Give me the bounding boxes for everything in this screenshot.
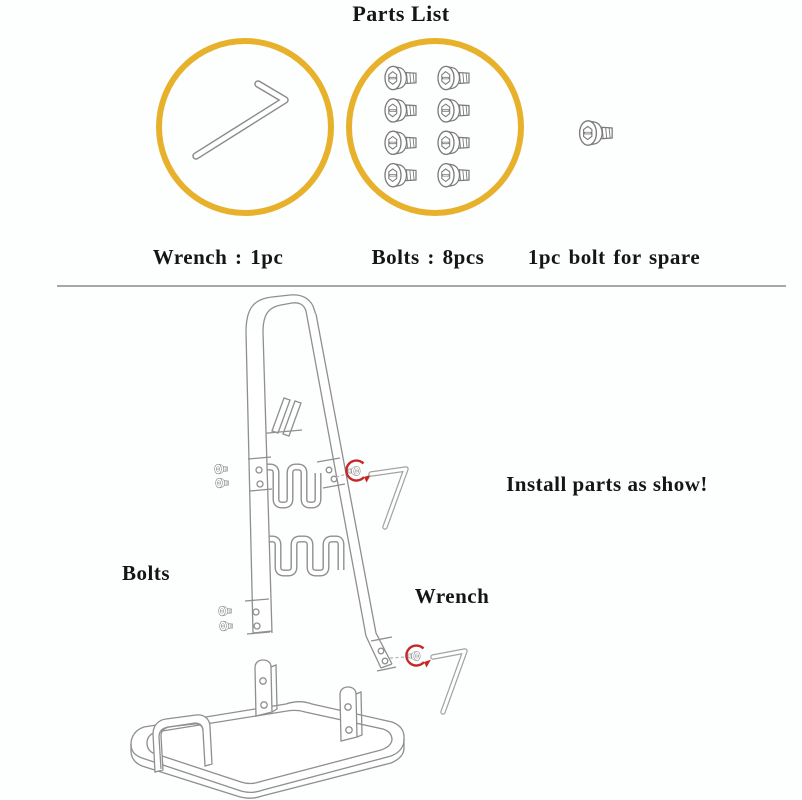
install-note: Install parts as show! bbox=[506, 472, 708, 496]
bolt-icon bbox=[385, 66, 416, 89]
parts-bolts-group bbox=[385, 66, 469, 186]
assembly-frame bbox=[245, 295, 396, 671]
parts-circle-bolts bbox=[349, 41, 521, 213]
parts-circle-wrench bbox=[159, 41, 331, 213]
rotate-bolt-arrow-upper bbox=[346, 461, 371, 483]
spare-bolt-label: 1pc bolt for spare bbox=[527, 245, 701, 269]
allen-wrench-icon bbox=[196, 84, 285, 156]
bolts-qty-label: Bolts : 8pcs bbox=[371, 245, 485, 269]
base-tray bbox=[131, 660, 404, 798]
rotate-bolt-arrow-lower bbox=[406, 646, 431, 668]
bolt-icon bbox=[438, 164, 469, 187]
spare-bolt-icon bbox=[580, 121, 613, 145]
bolt-icon bbox=[438, 66, 469, 89]
bolt-icon bbox=[438, 131, 469, 154]
parts-list-title: Parts List bbox=[352, 1, 450, 26]
wrench-icon-lower bbox=[433, 651, 465, 712]
loose-bolts-lower bbox=[219, 606, 233, 631]
bolts-callout-label: Bolts bbox=[121, 561, 171, 585]
bolt-icon bbox=[385, 99, 416, 122]
bolt-icon bbox=[438, 99, 469, 122]
bolt-icon bbox=[385, 131, 416, 154]
bolt-icon bbox=[385, 164, 416, 187]
wrench-callout-label: Wrench bbox=[414, 584, 490, 608]
wrench-qty-label: Wrench : 1pc bbox=[152, 245, 284, 269]
loose-bolts-upper bbox=[215, 464, 229, 488]
stand-pole bbox=[246, 295, 316, 633]
wrench-icon-upper bbox=[371, 469, 406, 527]
